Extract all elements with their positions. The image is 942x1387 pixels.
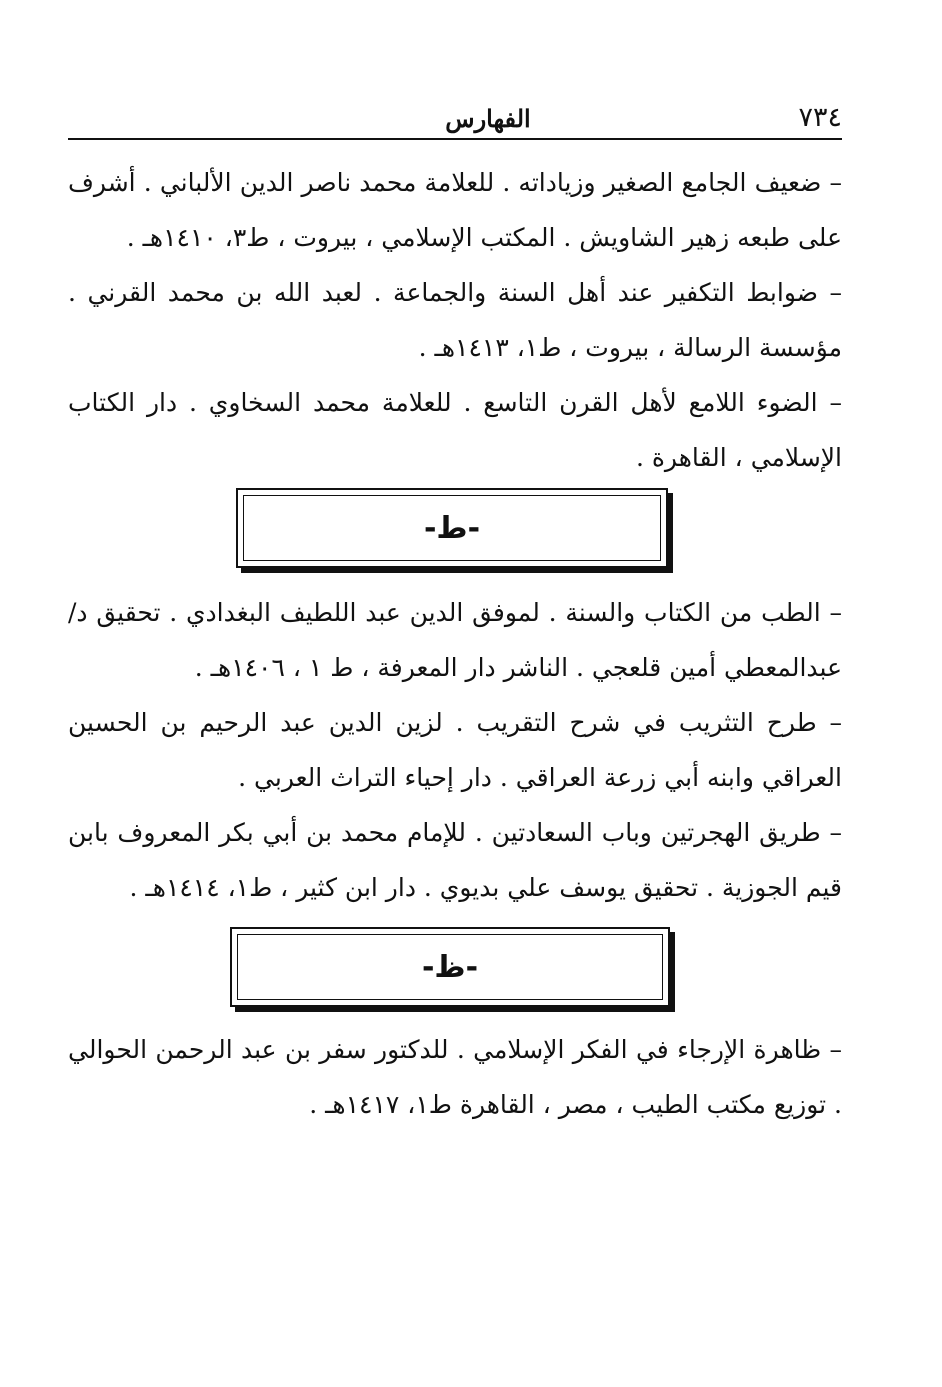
section-za [68, 1022, 842, 1132]
entry-zahirat-alirja: – ظاهرة الإرجاء في الفكر الإسلامي . للدكتور سفر بن عبد الرحمن الحوالي . توزيع مكتب الطيب ، مصر ، القاهرة ط١، ١٤١٧هـ . [68, 1035, 842, 1119]
entry-altibb: – الطب من الكتاب والسنة . لموفق الدين عبد اللطيف البغدادي . تحقيق د/عبدالمعطي أمين قلعجي . الناشر دار المعرفة ، ط ١ ، ١٤٠٦هـ . [68, 598, 842, 682]
entry-aldaw-allami: – الضوء اللامع لأهل القرن التاسع . للعلامة محمد السخاوي . دار الكتاب الإسلامي ، القاهرة . [68, 388, 842, 472]
page-header [68, 100, 842, 140]
header-rule [68, 138, 842, 140]
entry-tariq-alhijratayn: – طريق الهجرتين وباب السعادتين . للإمام محمد بن أبي بكر المعروف بابن قيم الجوزية . تحقيق يوسف علي بديوي . دار ابن كثير ، ط١، ١٤١٤هـ . [68, 818, 842, 902]
letter-heading-za [230, 927, 670, 1007]
running-title: الفهارس [445, 104, 531, 133]
entry-daeef-aljami: – ضعيف الجامع الصغير وزياداته . للعلامة محمد ناصر الدين الألباني . أشرف على طبعه زهير الشاويش . المكتب الإسلامي ، بيروت ، ط٣، ١٤١٠هـ . [68, 168, 842, 252]
section-ta [68, 585, 842, 915]
entry-dawabit-altakfir: – ضوابط التكفير عند أهل السنة والجماعة . لعبد الله بن محمد القرني . مؤسسة الرسالة ، بيروت ، ط١، ١٤١٣هـ . [68, 278, 842, 362]
page-number: ٧٣٤ [798, 102, 842, 133]
section-dad [68, 155, 842, 485]
letter-heading-za-label: -ظ- [421, 949, 479, 985]
letter-heading-ta [236, 488, 668, 568]
letter-heading-ta-label: -ط- [423, 510, 481, 546]
entry-tarh-altathrib: – طرح التثريب في شرح التقريب . لزين الدين عبد الرحيم بن الحسين العراقي وابنه أبي زرعة العراقي . دار إحياء التراث العربي . [68, 708, 842, 792]
